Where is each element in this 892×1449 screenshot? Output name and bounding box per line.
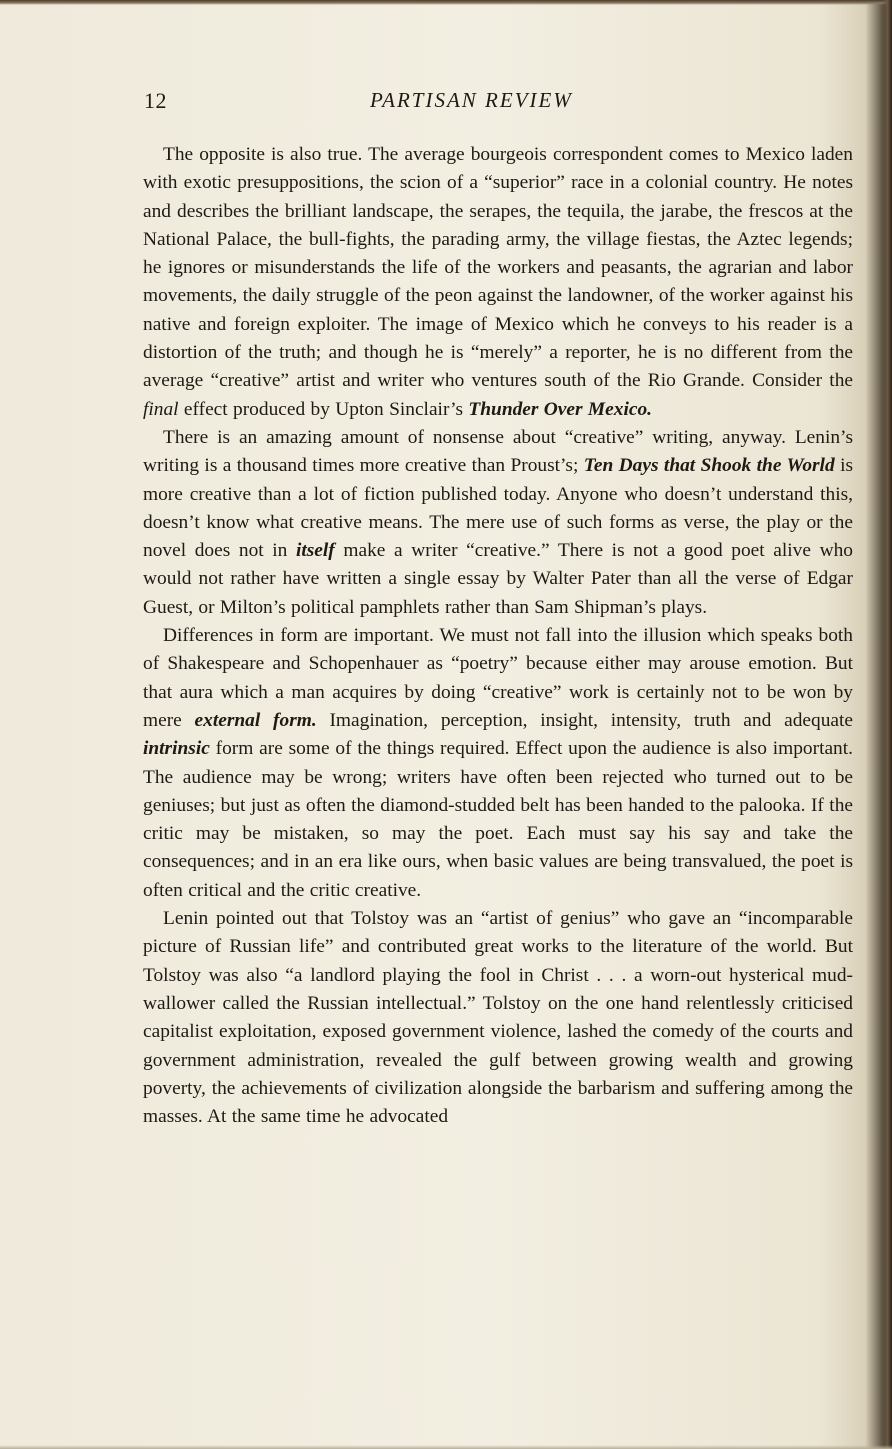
text-run: is more creative than a lot of fiction published today. Anyone who doesn’t understand this, doesn’t know what creative means. The mere use of such forms as verse, the play or the novel does not in <box>143 455 854 562</box>
page-bottom-edge <box>0 1445 892 1449</box>
page-number: 12 <box>144 88 167 113</box>
emphasis-text: external form. <box>194 709 317 731</box>
text-run: make a writer “creative.” There is not a good poet alive who would not rather have written a single essay by Walter Pater than all the verse of Edgar Guest, or Milton’s political pamphlets rather than Sam Shipman’s plays. <box>143 540 853 618</box>
running-head <box>144 88 844 118</box>
paragraph <box>143 905 853 1131</box>
text-run: effect produced by Upton Sinclair’s <box>178 398 469 420</box>
text-run: There is an amazing amount of nonsense about “creative” writing, anyway. Lenin’s writing is a thousand times more creative than Proust’s; <box>143 426 853 477</box>
text-run: Differences in form are important. We must not fall into the illusion which speaks both of Shakespeare and Schopenhauer as “poetry” because either may arouse emotion. But that aura which a man acquires by doing “creative” work is certainly not to be won by mere <box>143 625 853 731</box>
book-title: Thunder Over Mexico. <box>468 398 652 420</box>
text-run: form are some of the things required. Effect upon the audience is also important. The audience may be wrong; writers have often been rejected who turned out to be geniuses; but just as often the diamond-studded belt has been handed to the palooka. If the critic may be mistaken, so may the poet. Each must say his say and take the consequences; and in an era like ours, when basic values are being transvalued, the poet is often critical and the critic creative. <box>143 738 853 901</box>
paragraph <box>143 622 853 905</box>
emphasis-text: final <box>143 398 179 420</box>
paragraph <box>143 424 853 622</box>
text-run: Imagination, perception, insight, intensity, truth and adequate <box>316 709 853 731</box>
paragraph <box>143 141 853 424</box>
page-top-edge <box>0 0 892 5</box>
journal-title: PARTISAN REVIEW <box>370 88 573 112</box>
book-title: Ten Days that Shook the World <box>583 455 835 477</box>
body-text <box>143 141 853 1131</box>
emphasis-text: itself <box>295 540 335 562</box>
page-binding-edge <box>882 0 892 1449</box>
emphasis-text: intrinsic <box>143 738 210 760</box>
text-run: The opposite is also true. The average bourgeois correspondent comes to Mexico laden with exotic presuppositions, the scion of a “superior” race in a colonial country. He notes and describes the brilliant landscape, the serapes, the tequila, the jarabe, the frescos at the National Palace, the bull-fights, the parading army, the village fiestas, the Aztec legends; he ignores or misunderstands the life of the workers and peasants, the agrarian and labor movements, the daily struggle of the peon against the landowner, of the worker against his native and foreign exploiter. The image of Mexico which he conveys to his reader is a distortion of the truth; and though he is “merely” a reporter, he is no different from the average “creative” artist and writer who ventures south of the Rio Grande. Consider the <box>143 144 853 392</box>
text-run: Lenin pointed out that Tolstoy was an “artist of genius” who gave an “incomparable picture of Russian life” and contributed great works to the literature of the world. But Tolstoy was also “a landlord playing the fool in Christ . . . a worn-out hysterical mud-wallower called the Russian intellectual.” Tolstoy on the one hand relentlessly criticised capitalist exploitation, exposed government violence, lashed the comedy of the courts and government administration, revealed the gulf between growing wealth and growing poverty, the achievements of civilization alongside the barbarism and suffering among the masses. At the same time he advocated <box>143 908 853 1128</box>
